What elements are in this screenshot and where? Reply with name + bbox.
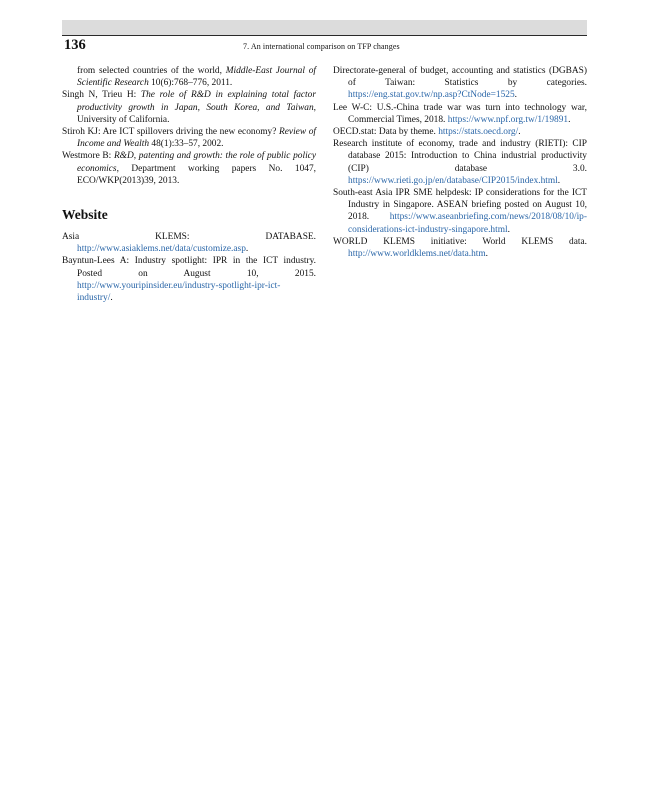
web-reference-item: Research institute of economy, trade and industry (RIETI): CIP database 2015: Introduction to China industrial productivity (CIP) database 3.0. https://www.rieti.go.jp/en/database/CIP2015/index.html. (333, 139, 587, 186)
reference-item: Westmore B: R&D, patenting and growth: the role of public policy economics, Department working papers No. 1047, ECO/WKP(2013)39, 2013. (62, 151, 316, 186)
reference-link[interactable]: http://www.asiaklems.net/data/customize.asp (77, 244, 246, 255)
reference-link[interactable]: https://stats.oecd.org/ (438, 127, 519, 138)
running-title: 7. An international comparison on TFP changes (243, 42, 400, 51)
reference-link[interactable]: https://www.aseanbriefing.com/news/2018/08/10/ip-considerations-ict-industry-singapore.html (348, 212, 587, 235)
section-heading-website: Website (62, 207, 108, 223)
reference-item: Singh N, Trieu H: The role of R&D in explaining total factor productivity growth in Japan, South Korea, and Taiwan, University of California. (62, 90, 316, 125)
left-column (62, 65, 316, 304)
reference-link[interactable]: https://www.npf.org.tw/1/19891 (447, 114, 569, 125)
web-reference-item: Lee W-C: U.S.-China trade war was turn into technology war, Commercial Times, 2018. https://www.npf.org.tw/1/19891. (333, 102, 587, 125)
reference-link[interactable]: http://www.worldklems.net/data.htm (348, 249, 486, 260)
right-column (333, 65, 587, 260)
header-bar (62, 20, 587, 36)
reference-link[interactable]: https://eng.stat.gov.tw/np.asp?CtNode=1525 (348, 90, 515, 101)
page-number: 136 (64, 37, 86, 53)
reference-link[interactable]: https://www.rieti.go.jp/en/database/CIP2015/index.html (348, 175, 558, 186)
web-reference-item: Bayntun-Lees A: Industry spotlight: IPR in the ICT industry. Posted on August 10, 2015. http://www.youripinsider.eu/industry-spotlight-ipr-ict-industry/. (62, 256, 316, 304)
web-reference-item: OECD.stat: Data by theme. https://stats.oecd.org/. (333, 127, 521, 138)
web-reference-item: Directorate-general of budget, accounting and statistics (DGBAS) of Taiwan: Statistics by categories. https://eng.stat.gov.tw/np.asp?CtNode=1525. (333, 66, 587, 101)
web-reference-item: Asia KLEMS: DATABASE. http://www.asiaklems.net/data/customize.asp. (62, 232, 316, 255)
reference-item: from selected countries of the world, Middle-East Journal of Scientific Research 10(6):768–776, 2011. (77, 66, 316, 89)
web-reference-item: WORLD KLEMS initiative: World KLEMS data. http://www.worldklems.net/data.htm. (333, 236, 587, 260)
reference-link[interactable]: http://www.youripinsider.eu/industry-spotlight-ipr-ict-industry/ (77, 280, 281, 304)
reference-item: Stiroh KJ: Are ICT spillovers driving the new economy? Review of Income and Wealth 48(1):33–57, 2002. (62, 127, 316, 150)
web-reference-item: South-east Asia IPR SME helpdesk: IP considerations for the ICT Industry in Singapore. ASEAN briefing posted on August 10, 2018. https://www.aseanbriefing.com/news/2018/08/10/ip-considerations-ict-industry-singapore.html. (333, 188, 587, 235)
